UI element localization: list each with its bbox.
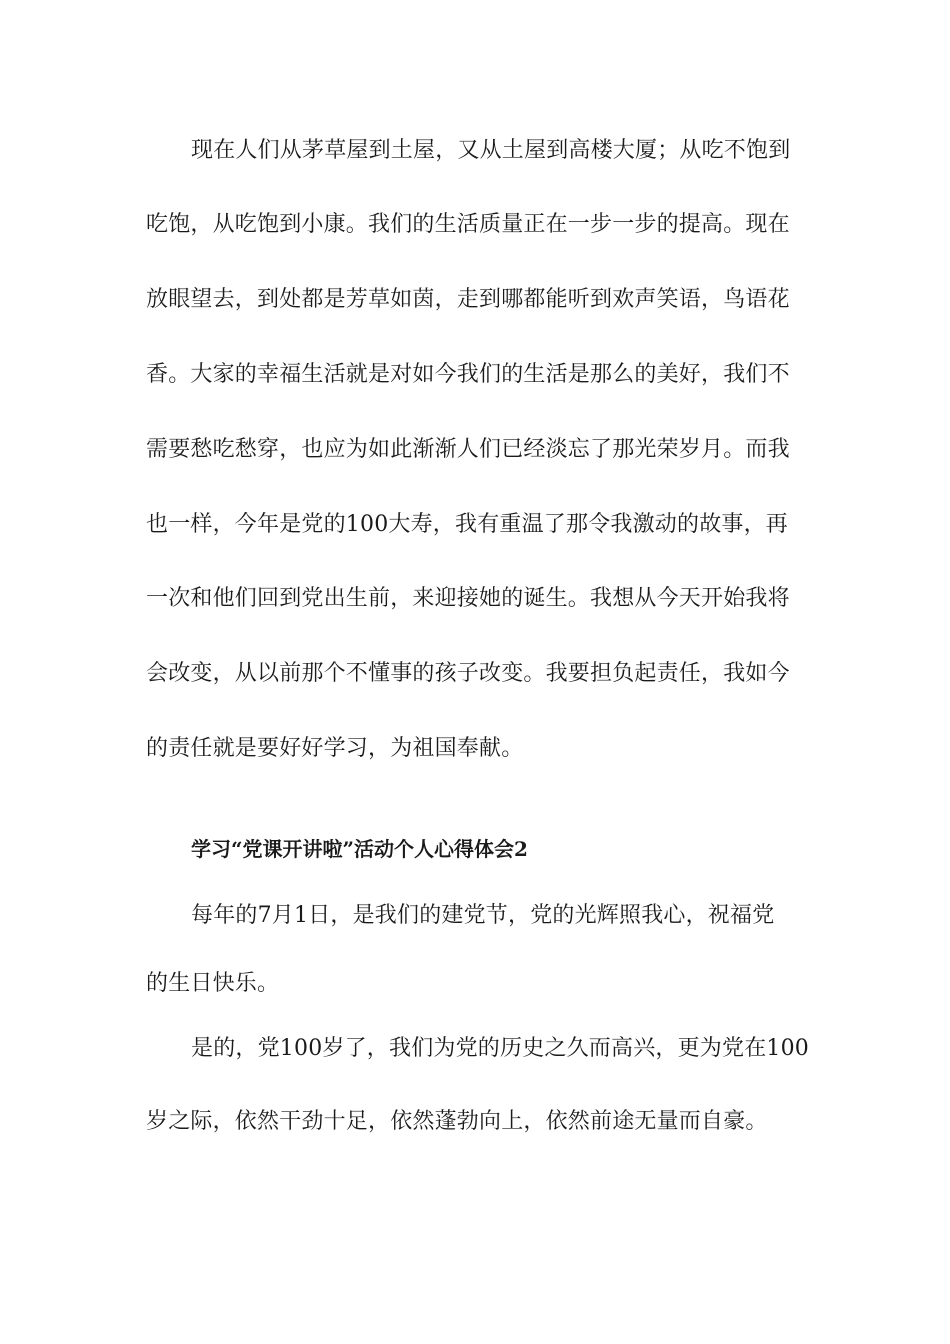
paragraph-1-line-5: 需要愁吃愁穿，也应为如此渐渐人们已经淡忘了那光荣岁月。而我 — [146, 437, 790, 462]
paragraph-1-line-8: 会改变，从以前那个不懂事的孩子改变。我要担负起责任，我如今 — [146, 661, 790, 686]
paragraph-1-line-9: 的责任就是要好好学习，为祖国奉献。 — [146, 736, 524, 761]
paragraph-1-line-1: 现在人们从茅草屋到土屋，又从土屋到高楼大厦；从吃不饱到 — [191, 138, 791, 163]
paragraph-1-line-4: 香。大家的幸福生活就是对如今我们的生活是那么的美好，我们不 — [146, 362, 790, 387]
paragraph-2-line-1: 每年的7月1日，是我们的建党节，党的光辉照我心，祝福党 — [191, 903, 775, 928]
paragraph-2-line-2: 的生日快乐。 — [146, 971, 280, 996]
paragraph-1-line-2: 吃饱，从吃饱到小康。我们的生活质量正在一步一步的提高。现在 — [146, 212, 790, 237]
paragraph-1-line-7: 一次和他们回到党出生前，来迎接她的诞生。我想从今天开始我将 — [146, 586, 790, 611]
paragraph-1-line-3: 放眼望去，到处都是芳草如茵，走到哪都能听到欢声笑语，鸟语花 — [146, 287, 790, 312]
paragraph-3-line-1: 是的，党100岁了，我们为党的历史之久而高兴，更为党在100 — [191, 1036, 809, 1061]
paragraph-3-line-2: 岁之际，依然干劲十足，依然蓬勃向上，依然前途无量而自豪。 — [146, 1109, 768, 1134]
section-heading: 学习“党课开讲啦”活动个人心得体会2 — [191, 837, 528, 861]
paragraph-1-line-6: 也一样，今年是党的100大寿，我有重温了那令我激动的故事，再 — [146, 512, 788, 537]
